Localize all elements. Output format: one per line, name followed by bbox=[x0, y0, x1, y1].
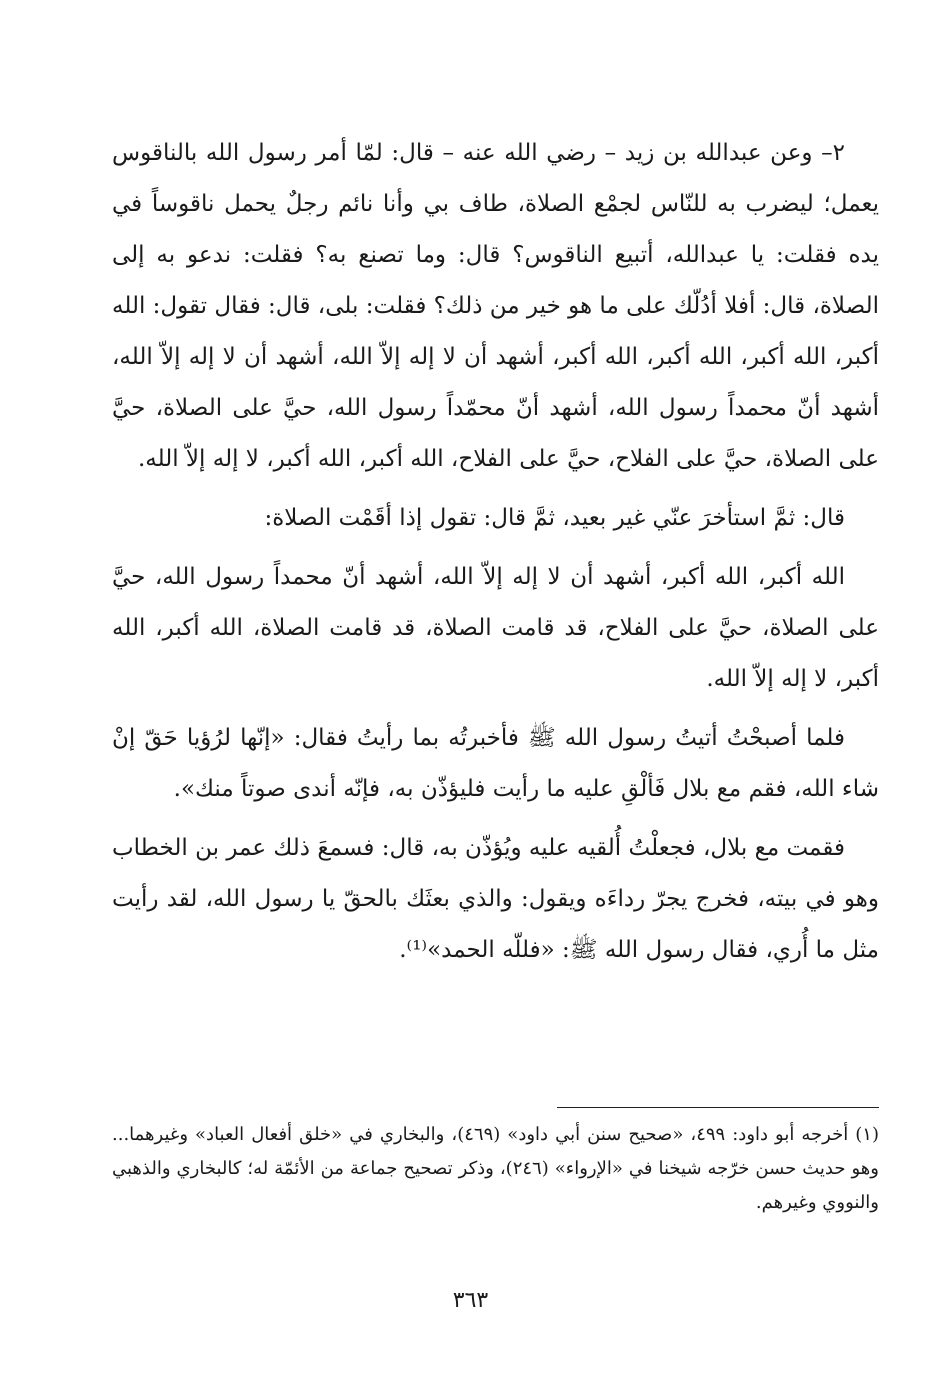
footnotes-section bbox=[112, 1118, 879, 1220]
page-number: ٣٦٣ bbox=[452, 1288, 489, 1313]
footnote-divider bbox=[557, 1107, 879, 1108]
hadith-paragraph: ٢– وعن عبدالله بن زيد – رضي الله عنه – قال: لمّا أمر رسول الله بالناقوس يعمل؛ ليضرب به للنّاس لجمْع الصلاة، طاف بي وأنا نائم رجلٌ يحمل ناقوساً في يده فقلت: يا عبدالله، أتبيع الناقوس؟ قال: وما تصنع به؟ فقلت: ندعو به إلى الصلاة، قال: أفلا أدُلّك على ما هو خير من ذلك؟ فقلت: بلى، قال: فقال تقول: الله أكبر، الله أكبر، الله أكبر، الله أكبر، أشهد أن لا إله إلاّ الله، أشهد أن لا إله إلاّ الله، أشهد أنّ محمداً رسول الله، أشهد أنّ محمّداً رسول الله، حيَّ على الصلاة، حيَّ على الصلاة، حيَّ على الفلاح، حيَّ على الفلاح، الله أكبر، الله أكبر، لا إله إلاّ الله. bbox=[112, 140, 879, 472]
text-paragraph: قال: ثمَّ استأخرَ عنّي غير بعيد، ثمَّ قال: تقول إذا أقَمْت الصلاة: bbox=[264, 505, 845, 531]
footnote: (١) أخرجه أبو داود: ٤٩٩، «صحيح سنن أبي داود» (٤٦٩)، والبخاري في «خلق أفعال العباد» وغيرهما... وهو حديث حسن خرّجه شيخنا في «الإرواء» (٢٤٦)، وذكر تصحيح جماعة من الأئمّة له؛ كالبخاري والذهبي والنووي وغيرهم. bbox=[112, 1124, 879, 1213]
text-paragraph: فقمت مع بلال، فجعلْتُ أُلقيه عليه ويُؤذّن به، قال: فسمعَ ذلك عمر بن الخطاب وهو في بيته، فخرج يجرّ رداءَه ويقول: والذي بعثَك بالحقّ يا رسول الله، لقد رأيت مثل ما أُري، فقال رسول الله ﷺ: «فللّه الحمد»⁽¹⁾. bbox=[112, 835, 879, 963]
iqama-paragraph: الله أكبر، الله أكبر، أشهد أن لا إله إلاّ الله، أشهد أنّ محمداً رسول الله، حيَّ على الصلاة، حيَّ على الفلاح، قد قامت الصلاة، قد قامت الصلاة، الله أكبر، الله أكبر، لا إله إلاّ الله. bbox=[112, 564, 880, 692]
main-text-body bbox=[112, 128, 879, 976]
text-paragraph: فلما أصبحْتُ أتيتُ رسول الله ﷺ فأخبرتُه بما رأيتُ فقال: «إنّها لرُؤيا حَقّ إنْ شاء الله، فقم مع بلال فَألْقِ عليه ما رأيت فليؤذّن به، فإنّه أندى صوتاً منك». bbox=[112, 725, 879, 802]
